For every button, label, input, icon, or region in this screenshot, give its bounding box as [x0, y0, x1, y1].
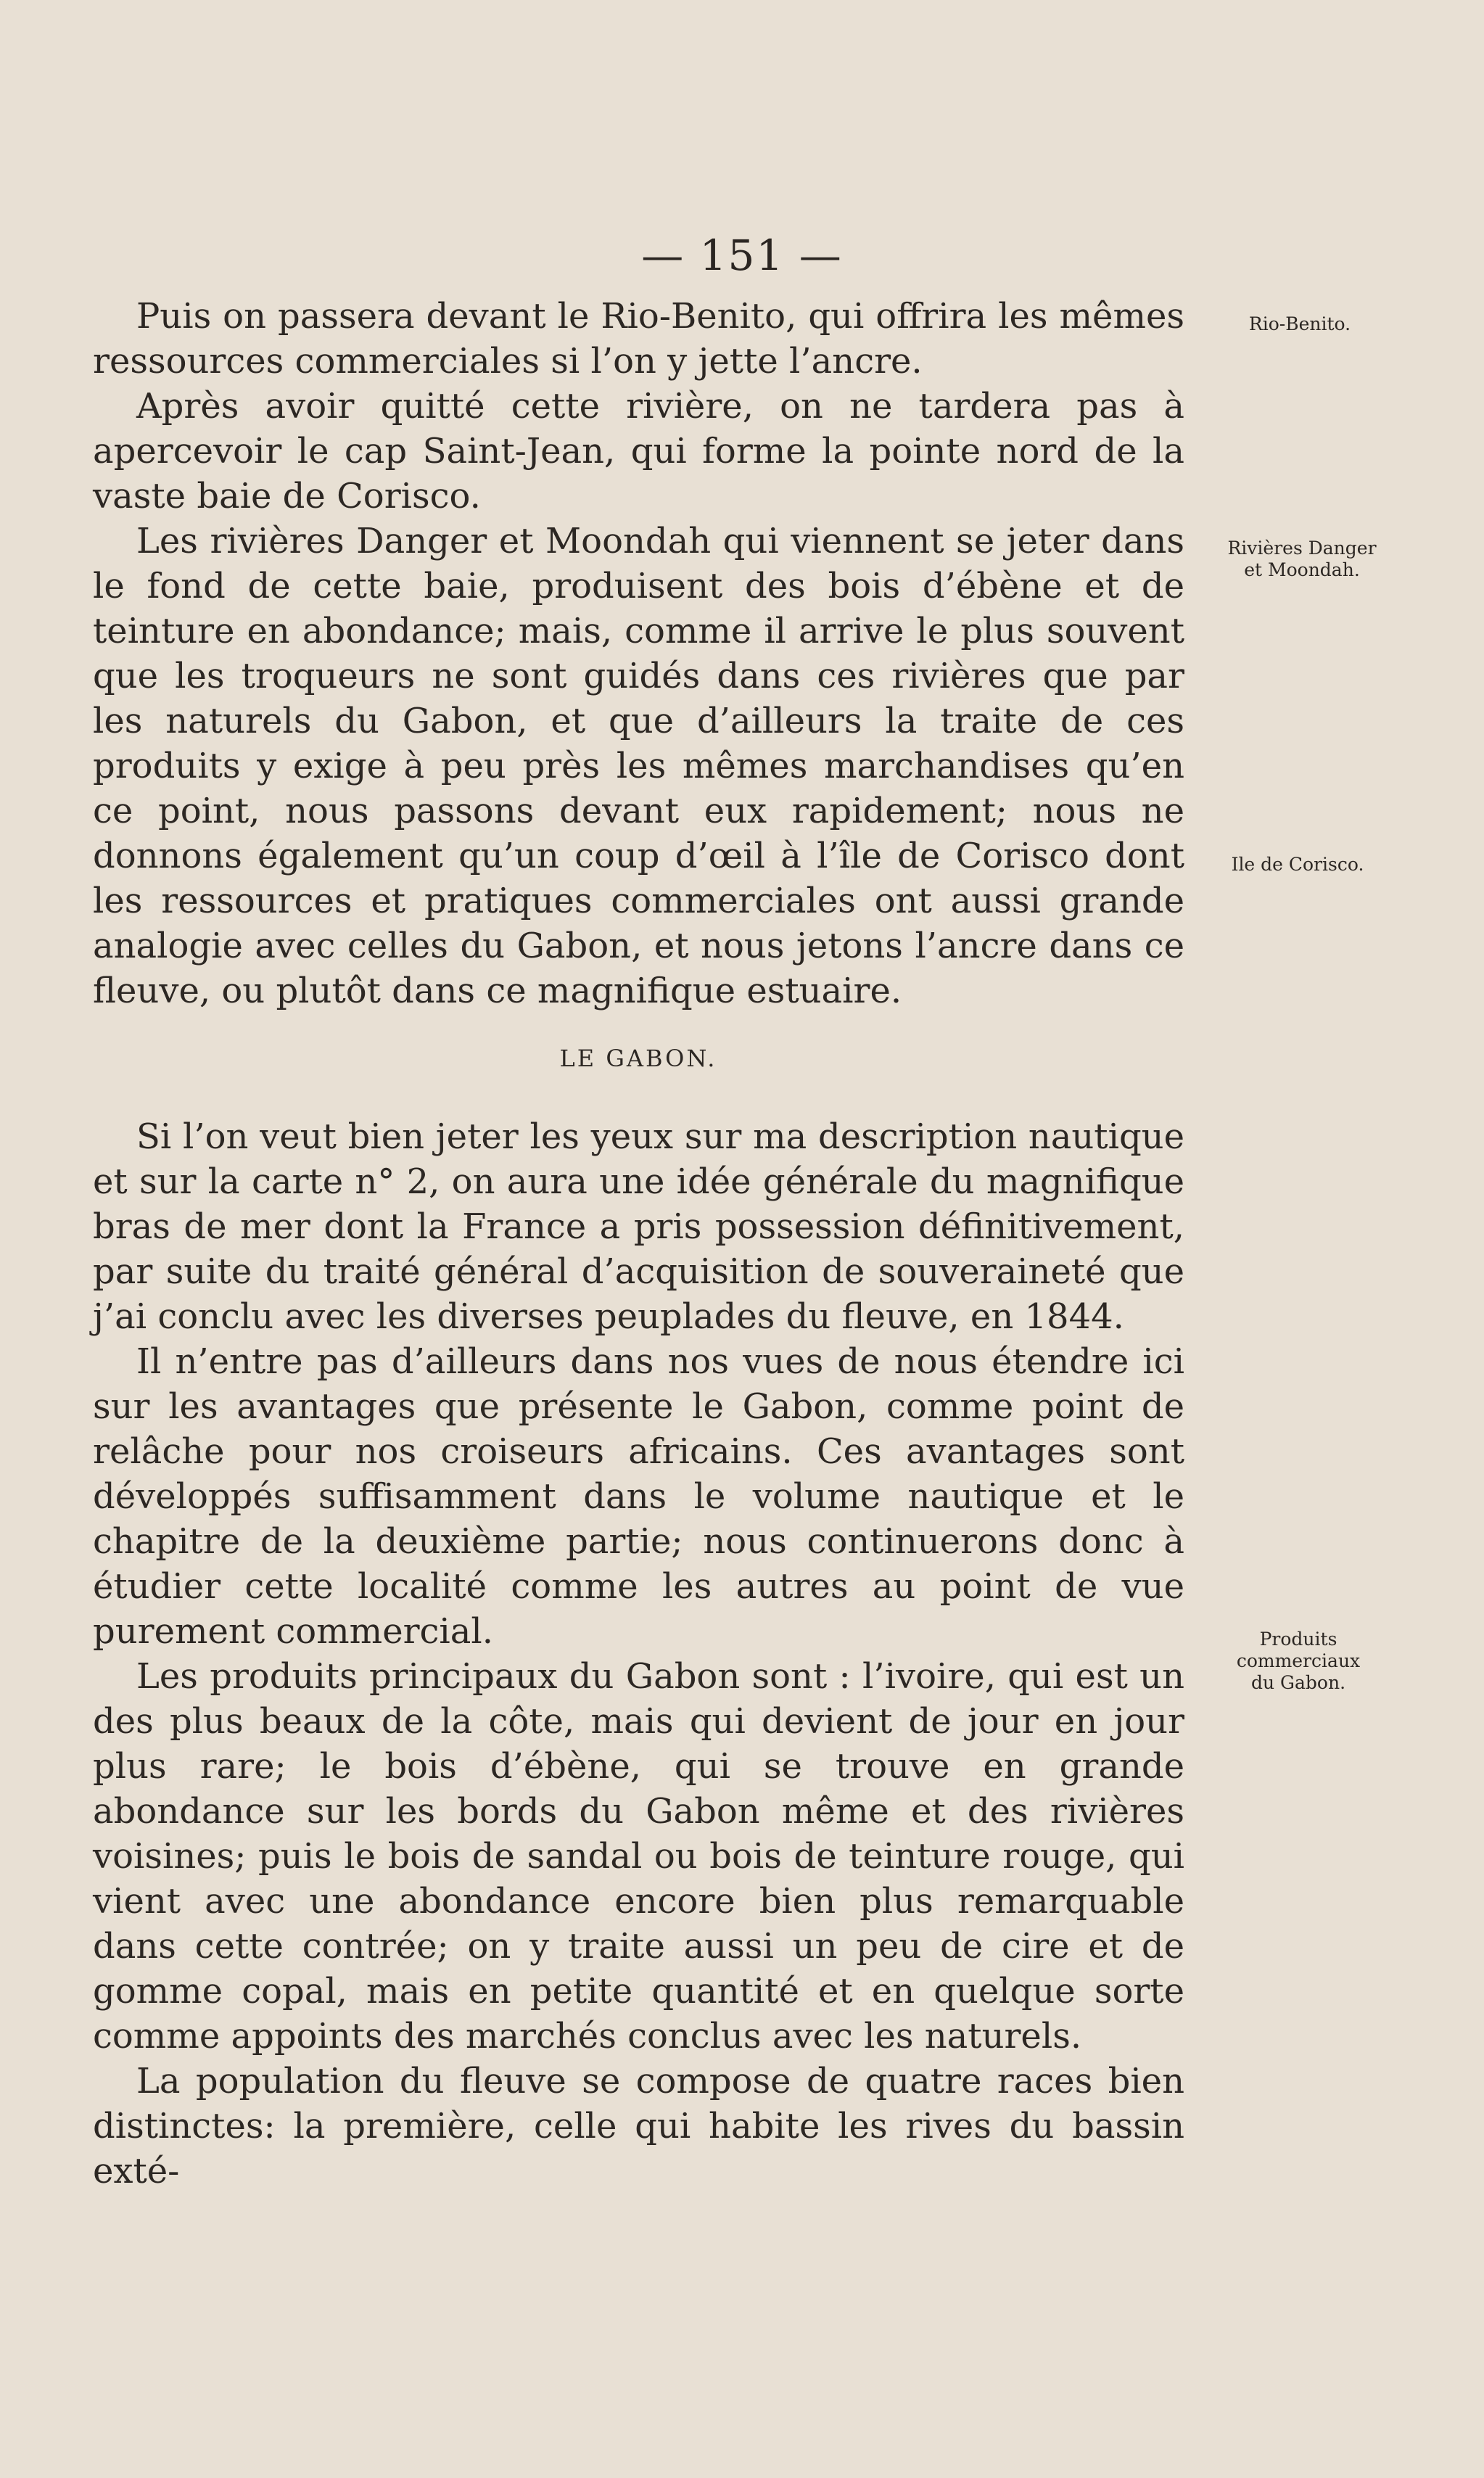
paragraph-rivieres-danger: Les rivières Danger et Moondah qui viennent se jeter dans le fond de cette baie, produisent des bois d’ébène et de teinture en abondance; mais, comme il arrive le plus souvent que les troqueurs ne sont guidés dans ces rivières que par les naturels du Gabon, et que d’ailleurs la traite de ces produits y exige à peu près les mêmes marchandises qu’en ce point, nous passons devant eux rapidement; nous ne donnons également qu’un coup d’œil à l’île de Corisco dont les ressources et pratiques commerciales ont aussi grande analogie avec celles du Gabon, et nous jetons l’ancre dans ce fleuve, ou plutôt dans ce magnifique estuaire.: [93, 521, 1184, 1011]
section-heading: LE GABON.: [559, 1045, 717, 1072]
paragraph-description-nautique: Si l’on veut bien jeter les yeux sur ma description nautique et sur la carte n° 2, on aura une idée générale du magnifique bras de mer dont la France a pris possession définitivement, par suite du traité général d’acquisition de souveraineté que j’ai conclu avec les diverses peuplades du fleuve, en 1844.: [93, 1116, 1184, 1337]
margin-note-text: du Gabon.: [1250, 1672, 1346, 1693]
margin-note-corisco: [1200, 854, 1396, 876]
margin-note-text: Ile de Corisco.: [1231, 854, 1364, 875]
margin-note-rio-benito: [1205, 313, 1394, 335]
margin-note-text: Produits: [1259, 1629, 1337, 1650]
margin-note-produits: [1204, 1629, 1393, 1694]
margin-note-text: commerciaux: [1236, 1650, 1361, 1671]
paragraph-cap-saint-jean: Après avoir quitté cette rivière, on ne tardera pas à apercevoir le cap Saint-Jean, qui forme la pointe nord de la vaste baie de Corisco.: [93, 386, 1184, 516]
page-number: — 151 —: [641, 231, 843, 280]
margin-note-rivieres: [1197, 538, 1407, 581]
margin-note-text: et Moondah.: [1244, 559, 1360, 580]
body-text-top: [93, 294, 1184, 1013]
body-text-bottom: [93, 1114, 1184, 2194]
margin-note-text: Rio-Benito.: [1248, 313, 1351, 334]
margin-note-text: Rivières Danger: [1227, 538, 1377, 559]
paragraph-population: La population du fleuve se compose de quatre races bien distinctes: la première, celle qui habite les rives du bassin exté-: [93, 2061, 1184, 2191]
paragraph-produits: Les produits principaux du Gabon sont : l’ivoire, qui est un des plus beaux de la côte, mais qui devient de jour en jour plus rare; le bois d’ébène, qui se trouve en grande abondance sur les bords du Gabon même et des rivières voisines; puis le bois de sandal ou bois de teinture rouge, qui vient avec une abondance encore bien plus remarquable dans cette contrée; on y traite aussi un peu de cire et de gomme copal, mais en petite quantité et en quelque sorte comme appoints des marchés conclus avec les naturels.: [93, 1656, 1184, 2057]
paragraph-avantages: Il n’entre pas d’ailleurs dans nos vues de nous étendre ici sur les avantages que présente le Gabon, comme point de relâche pour nos croiseurs africains. Ces avantages sont développés suffisamment dans le volume nautique et le chapitre de la deuxième partie; nous continuerons donc à étudier cette localité comme les autres au point de vue purement commercial.: [93, 1341, 1184, 1652]
paragraph-rio-benito: Puis on passera devant le Rio-Benito, qui offrira les mêmes ressources commerciales si l’on y jette l’ancre.: [93, 296, 1184, 382]
